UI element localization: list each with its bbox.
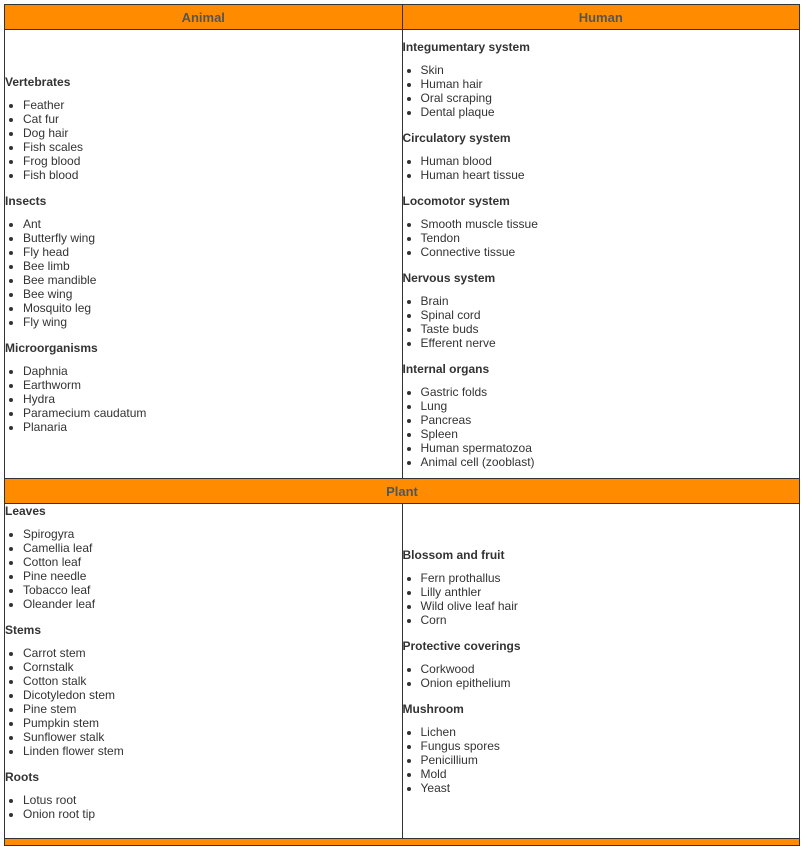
specimen-item: • Brain xyxy=(421,294,800,308)
group-title: Locomotor system xyxy=(402,193,510,208)
specimen-item: • Sunflower stalk xyxy=(23,730,402,744)
specimen-item: • Gastric folds xyxy=(421,385,800,399)
specimen-list xyxy=(403,63,800,119)
header-row-animal-human xyxy=(5,5,800,30)
specimen-item: • Dental plaque xyxy=(421,105,800,119)
plant-row xyxy=(5,504,800,839)
specimen-item: • Wild olive leaf hair xyxy=(421,599,800,613)
specimen-item: • Human blood xyxy=(421,154,800,168)
group-integumentary xyxy=(403,40,800,119)
specimen-list xyxy=(5,98,402,182)
specimen-item: • Spirogyra xyxy=(23,527,402,541)
specimen-item: • Cotton stalk xyxy=(23,674,402,688)
group-protective-coverings xyxy=(403,639,800,690)
specimen-item: • Skin xyxy=(421,63,800,77)
specimen-list xyxy=(403,571,800,627)
group-vertebrates xyxy=(5,75,402,182)
specimen-item: • Frog blood xyxy=(23,154,402,168)
specimen-item: • Yeast xyxy=(421,781,800,795)
specimen-item: • Fly head xyxy=(23,245,402,259)
group-title: Protective coverings xyxy=(402,638,521,653)
cut-off-header xyxy=(5,839,800,846)
human-cell xyxy=(402,30,800,479)
specimen-item: • Onion root tip xyxy=(23,807,402,821)
specimen-item: • Tendon xyxy=(421,231,800,245)
specimen-item: • Bee mandible xyxy=(23,273,402,287)
specimen-item: • Spleen xyxy=(421,427,800,441)
animal-human-row xyxy=(5,30,800,479)
specimen-item: • Human heart tissue xyxy=(421,168,800,182)
plant-right-cell xyxy=(402,504,800,839)
specimen-item: • Feather xyxy=(23,98,402,112)
group-title: Nervous system xyxy=(402,270,496,285)
specimen-item: • Fish blood xyxy=(23,168,402,182)
specimen-item: • Oral scraping xyxy=(421,91,800,105)
specimen-item: • Human hair xyxy=(421,77,800,91)
group-title: Stems xyxy=(5,623,42,637)
specimen-item: • Butterfly wing xyxy=(23,231,402,245)
plant-header: Plant xyxy=(5,479,800,504)
specimen-item: • Corkwood xyxy=(421,662,800,676)
group-locomotor xyxy=(403,194,800,259)
specimen-item: • Camellia leaf xyxy=(23,541,402,555)
group-title: Mushroom xyxy=(402,701,464,716)
specimen-list xyxy=(5,527,402,611)
specimen-item: • Mold xyxy=(421,767,800,781)
specimen-list xyxy=(403,294,800,350)
group-title: Roots xyxy=(5,770,39,784)
group-title: Integumentary system xyxy=(402,39,530,54)
specimen-item: • Fly wing xyxy=(23,315,402,329)
specimen-item: • Pine needle xyxy=(23,569,402,583)
group-mushroom xyxy=(403,702,800,795)
group-insects xyxy=(5,194,402,329)
specimen-item: • Mosquito leg xyxy=(23,301,402,315)
specimen-list xyxy=(5,646,402,758)
plant-left-cell xyxy=(5,504,403,839)
animal-cell xyxy=(5,30,403,479)
specimen-item: • Fish scales xyxy=(23,140,402,154)
specimen-item: • Oleander leaf xyxy=(23,597,402,611)
specimen-item: • Corn xyxy=(421,613,800,627)
group-blossom-fruit xyxy=(403,548,800,627)
specimen-item: • Bee limb xyxy=(23,259,402,273)
specimen-item: • Fern prothallus xyxy=(421,571,800,585)
group-title: Blossom and fruit xyxy=(402,547,505,562)
specimen-item: • Lilly anthler xyxy=(421,585,800,599)
specimen-item: • Daphnia xyxy=(23,364,402,378)
group-microorganisms xyxy=(5,341,402,434)
specimen-item: • Smooth muscle tissue xyxy=(421,217,800,231)
specimen-item: • Animal cell (zooblast) xyxy=(421,455,800,469)
group-title: Vertebrates xyxy=(5,74,71,89)
specimen-table xyxy=(4,4,800,846)
specimen-item: • Tobacco leaf xyxy=(23,583,402,597)
specimen-item: • Paramecium caudatum xyxy=(23,406,402,420)
specimen-item: • Connective tissue xyxy=(421,245,800,259)
cut-off-header-row xyxy=(5,839,800,846)
specimen-item: • Dog hair xyxy=(23,126,402,140)
specimen-list xyxy=(5,364,402,434)
specimen-item: • Efferent nerve xyxy=(421,336,800,350)
group-title: Internal organs xyxy=(402,361,490,376)
specimen-item: • Human spermatozoa xyxy=(421,441,800,455)
human-header: Human xyxy=(402,5,800,30)
specimen-item: • Pancreas xyxy=(421,413,800,427)
specimen-list xyxy=(403,725,800,795)
group-title: Insects xyxy=(5,193,47,208)
group-circulatory xyxy=(403,131,800,182)
specimen-item: • Lotus root xyxy=(23,793,402,807)
specimen-item: • Lung xyxy=(421,399,800,413)
specimen-item: • Carrot stem xyxy=(23,646,402,660)
specimen-item: • Hydra xyxy=(23,392,402,406)
specimen-item: • Planaria xyxy=(23,420,402,434)
specimen-item: • Pumpkin stem xyxy=(23,716,402,730)
group-title: Circulatory system xyxy=(402,130,511,145)
specimen-list xyxy=(403,662,800,690)
specimen-list xyxy=(403,154,800,182)
group-title: Leaves xyxy=(5,504,46,518)
specimen-list xyxy=(403,217,800,259)
specimen-item: • Fungus spores xyxy=(421,739,800,753)
specimen-item: • Spinal cord xyxy=(421,308,800,322)
specimen-item: • Ant xyxy=(23,217,402,231)
specimen-item: • Cornstalk xyxy=(23,660,402,674)
specimen-item: • Linden flower stem xyxy=(23,744,402,758)
specimen-item: • Bee wing xyxy=(23,287,402,301)
specimen-item: • Cat fur xyxy=(23,112,402,126)
specimen-list xyxy=(403,385,800,469)
group-nervous xyxy=(403,271,800,350)
group-roots xyxy=(5,770,402,821)
animal-header: Animal xyxy=(5,5,403,30)
group-leaves xyxy=(5,504,402,611)
specimen-item: • Dicotyledon stem xyxy=(23,688,402,702)
group-title: Microorganisms xyxy=(5,340,98,355)
specimen-item: • Penicillium xyxy=(421,753,800,767)
specimen-item: • Cotton leaf xyxy=(23,555,402,569)
specimen-item: • Taste buds xyxy=(421,322,800,336)
group-internal-organs xyxy=(403,362,800,469)
specimen-item: • Onion epithelium xyxy=(421,676,800,690)
specimen-list xyxy=(5,793,402,821)
specimen-item: • Lichen xyxy=(421,725,800,739)
specimen-item: • Pine stem xyxy=(23,702,402,716)
header-row-plant xyxy=(5,479,800,504)
specimen-list xyxy=(5,217,402,329)
group-stems xyxy=(5,623,402,758)
specimen-item: • Earthworm xyxy=(23,378,402,392)
